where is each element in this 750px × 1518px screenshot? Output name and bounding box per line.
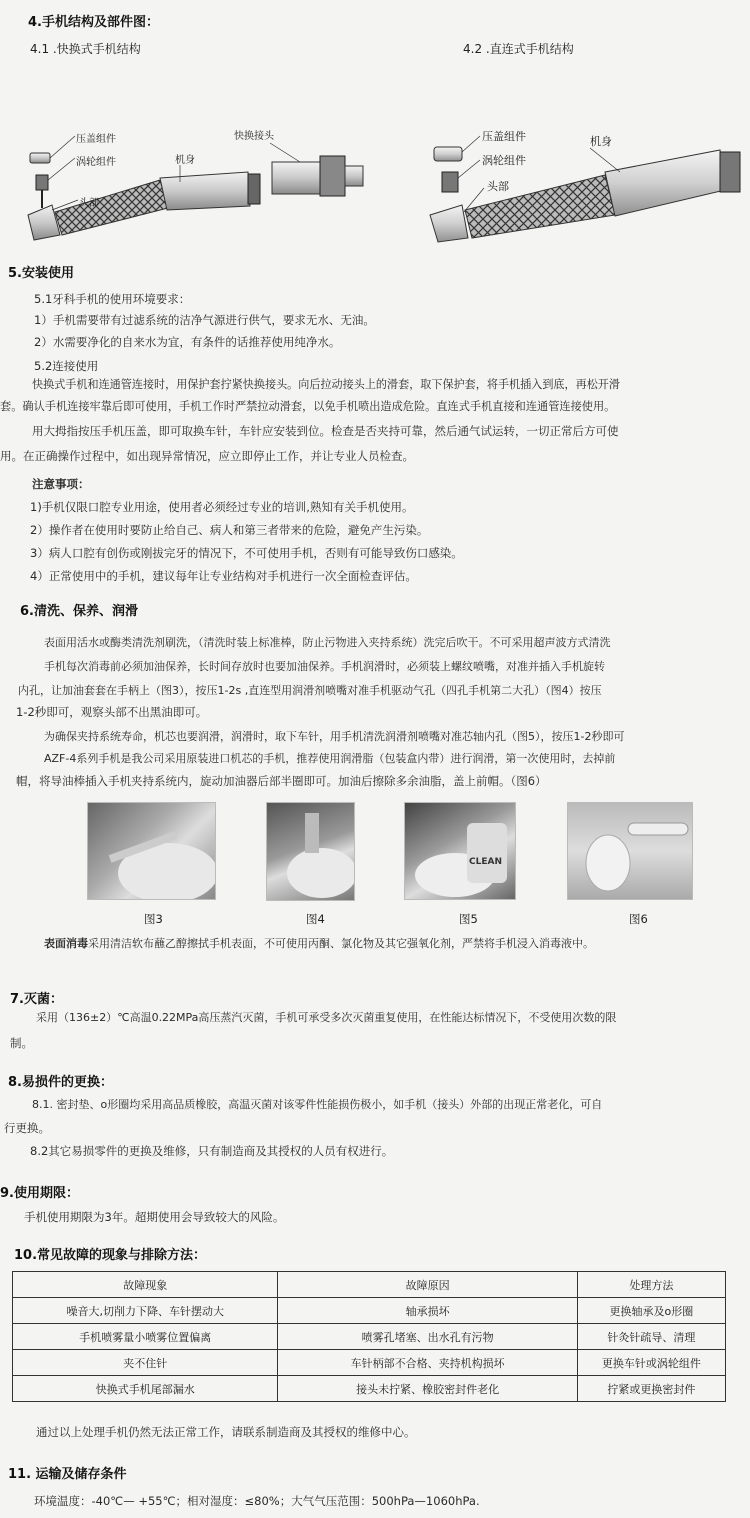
table-cell: 手机喷雾量小喷雾位置偏离	[13, 1324, 278, 1350]
section-8-title: 8.易损件的更换：	[8, 1075, 113, 1090]
s9-text: 手机使用期限为3年。超期使用会导致较大的风险。	[24, 1210, 285, 1224]
s5-line: 用大拇指按压手机压盖，即可取换车针，车针应安装到位。检查是否夹持可靠，然后通气试运转，一切正常后方可使	[32, 424, 619, 438]
table-row	[13, 1376, 726, 1402]
s5-line: 5.1牙科手机的使用环境要求：	[34, 292, 191, 306]
label-turbine-assembly-2: 涡轮组件	[482, 154, 526, 167]
s7-line: 制。	[10, 1036, 33, 1050]
s7-line: 采用（136±2）℃高温0.22MPa高压蒸汽灭菌，手机可承受多次灭菌重复使用，在性能达标情况下，不受使用次数的限	[36, 1011, 617, 1024]
table-cell: 快换式手机尾部漏水	[13, 1376, 278, 1402]
section-9-title: 9.使用期限：	[0, 1186, 79, 1201]
s6-line: 为确保夹持系统寿命，机芯也要润滑，润滑时，取下车针，用手机清洗润滑剂喷嘴对准芯轴内孔（图5），按压1-2秒即可	[44, 730, 625, 743]
s5-line: 套。确认手机连接牢靠后即可使用，手机工作时严禁拉动滑套，以免手机喷出造成危险。直连式手机直接和连通管连接使用。	[0, 400, 616, 413]
s5-line: 快换式手机和连通管连接时，用保护套拧紧快换接头。向后拉动接头上的滑套，取下保护套，将手机插入到底，再松开滑	[32, 378, 620, 391]
s8-line: 8.2其它易损零件的更换及维修，只有制造商及其授权的人员有权进行。	[30, 1144, 394, 1158]
s5-line: 用。在正确操作过程中，如出现异常情况，应立即停止工作，并让专业人员检查。	[0, 449, 414, 463]
s6-line: 表面用活水或酶类清洗剂刷洗，（清洗时装上标准棒，防止污物进入夹持系统）洗完后吹干。不可采用超声波方式清洗	[44, 636, 611, 649]
caption-fig5: 图5	[459, 912, 478, 926]
s6-line: 1-2秒即可，观察头部不出黑油即可。	[16, 705, 208, 719]
section-4-title: 4.手机结构及部件图：	[28, 15, 159, 30]
s5-line: 2）水需要净化的自来水为宜，有条件的话推荐使用纯净水。	[34, 335, 341, 349]
section-4-2-title: 4.2 .直连式手机结构	[463, 42, 574, 56]
disinfect-text: 采用清洁软布蘸乙醇擦拭手机表面，不可使用丙酮、氯化物及其它强氧化剂，严禁将手机浸入消毒液中。	[88, 937, 594, 950]
label-turbine-assembly: 涡轮组件	[76, 157, 116, 168]
s11-text: 环境温度：-40℃— +55℃；相对湿度：≤80%；大气气压范围：500hPa—1060hPa.	[34, 1494, 480, 1508]
figure-4-photo	[266, 802, 355, 901]
section-7-title: 7.灭菌：	[10, 992, 63, 1007]
notice-item: 3）病人口腔有创伤或刚拔完牙的情况下，不可使用手机，否则有可能导致伤口感染。	[30, 546, 463, 560]
label-cap-assembly: 压盖组件	[76, 134, 116, 145]
table-cell: 针灸针疏导、清理	[577, 1324, 725, 1350]
label-head-2: 头部	[487, 180, 509, 193]
quick-connect-handpiece-diagram	[0, 110, 390, 245]
caption-fig6: 图6	[629, 912, 648, 926]
table-cell: 接头未拧紧、橡胶密封件老化	[278, 1376, 577, 1402]
s6-line: AZF-4系列手机是我公司采用原装进口机芯的手机，推荐使用润滑脂（包装盒内带）进行润滑，第一次使用时，去掉前	[44, 752, 616, 765]
section-5-title: 5.安装使用	[8, 266, 74, 281]
notice-title: 注意事项：	[32, 477, 90, 491]
s6-line: 内孔，让加油套套在手柄上（图3），按压1-2s ,直连型用润滑剂喷嘴对准手机驱动气孔（四孔手机第二大孔）（图4）按压	[18, 684, 602, 697]
caption-fig3: 图3	[144, 912, 163, 926]
table-row	[13, 1350, 726, 1376]
s6-line: 手机每次消毒前必须加油保养，长时间存放时也要加油保养。手机润滑时，必须装上螺纹喷嘴，对准并插入手机旋转	[44, 660, 605, 673]
table-cell: 拧紧或更换密封件	[577, 1376, 725, 1402]
section-6-title: 6.清洗、保养、润滑	[20, 604, 138, 619]
table-header-cell: 处理方法	[577, 1272, 725, 1298]
table-cell: 夹不住针	[13, 1350, 278, 1376]
table-cell: 噪音大,切削力下降、车针摆动大	[13, 1298, 278, 1324]
table-row	[13, 1324, 726, 1350]
disinfect-label: 表面消毒	[44, 937, 88, 950]
table-cell: 喷雾孔堵塞、出水孔有污物	[278, 1324, 577, 1350]
figure-6-photo	[567, 802, 693, 900]
table-row	[13, 1298, 726, 1324]
s5-line: 5.2连接使用	[34, 359, 99, 373]
table-cell: 车针柄部不合格、夹持机构损坏	[278, 1350, 577, 1376]
figure-3-photo	[87, 802, 216, 900]
notice-item: 1)手机仅限口腔专业用途，使用者必须经过专业的培训,熟知有关手机使用。	[30, 500, 414, 514]
clean-can-label: CLEAN	[469, 857, 502, 867]
figure-5-photo	[404, 802, 516, 900]
fault-table	[12, 1271, 726, 1402]
s5-line: 1）手机需要带有过滤系统的洁净气源进行供气，要求无水、无油。	[34, 313, 375, 327]
label-head: 头部	[79, 198, 99, 209]
s6-line: 帽，将导油棒插入手机夹持系统内，旋动加油器后部半圈即可。加油后擦除多余油脂，盖上前帽。（图6）	[16, 774, 547, 788]
label-body-2: 机身	[590, 135, 612, 148]
caption-fig4: 图4	[306, 912, 325, 926]
s8-line: 8.1. 密封垫、o形圈均采用高品质橡胶，高温灭菌对该零件性能损伤极小，如手机（接头）外部的出现正常老化，可自	[32, 1098, 603, 1111]
direct-connect-handpiece-diagram	[420, 120, 750, 250]
section-4-1-title: 4.1 .快换式手机结构	[30, 42, 141, 56]
s8-line: 行更换。	[4, 1121, 50, 1135]
section-11-title: 11. 运输及储存条件	[8, 1467, 127, 1482]
table-cell: 更换车针或涡轮组件	[577, 1350, 725, 1376]
label-body: 机身	[175, 155, 195, 166]
notice-item: 2）操作者在使用时要防止给自己、病人和第三者带来的危险，避免产生污染。	[30, 523, 429, 537]
notice-item: 4）正常使用中的手机，建议每年让专业结构对手机进行一次全面检查评估。	[30, 569, 417, 583]
table-cell: 更换轴承及o形圈	[577, 1298, 725, 1324]
table-header-row	[13, 1272, 726, 1298]
table-cell: 轴承损坏	[278, 1298, 577, 1324]
section-10-title: 10.常见故障的现象与排除方法：	[14, 1248, 207, 1263]
table-header-cell: 故障原因	[278, 1272, 577, 1298]
label-quick-coupler: 快换接头	[234, 131, 274, 142]
table-header-cell: 故障现象	[13, 1272, 278, 1298]
s10-footer: 通过以上处理手机仍然无法正常工作，请联系制造商及其授权的维修中心。	[36, 1425, 416, 1439]
label-cap-assembly-2: 压盖组件	[482, 130, 526, 143]
